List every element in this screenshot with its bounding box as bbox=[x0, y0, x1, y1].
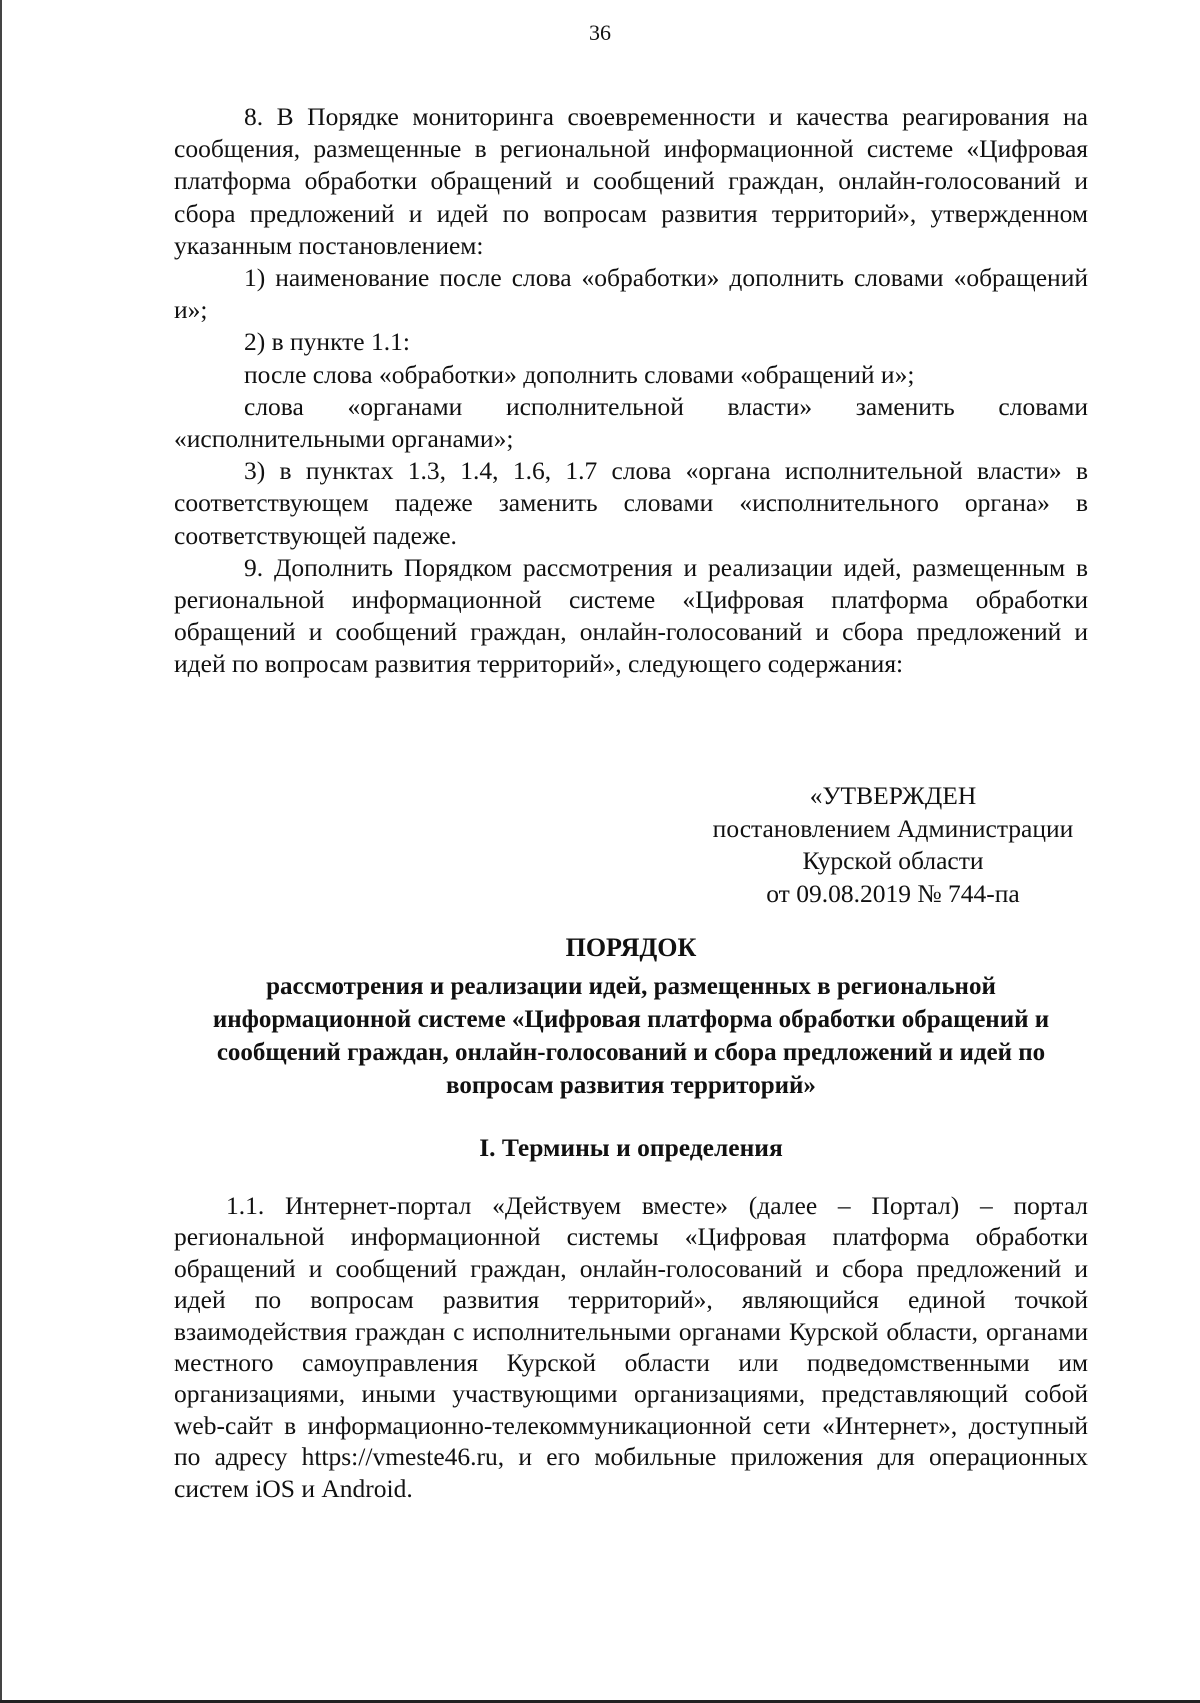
paragraph-8: 8. В Порядке мониторинга своевременности и качества реагирования на сообщения, размещенные в региональной информационной системе «Цифровая платформа обработки обращений и сообщений граждан, онлайн-голосований и сбора предложений и идей по вопросам развития территорий», утвержденном указанным постановлением: bbox=[174, 102, 1088, 260]
approval-line-1: «УТВЕРЖДЕН bbox=[809, 781, 977, 810]
document-title: ПОРЯДОК bbox=[565, 933, 697, 962]
approval-line-4: от 09.08.2019 № 744-па bbox=[766, 878, 1020, 908]
paragraph-9: 9. Дополнить Порядком рассмотрения и реализации идей, размещенным в региональной информационной системе «Цифровая платформа обработки обращений и сообщений граждан, онлайн-голосований и сбора предложений и идей по вопросам развития территорий», следующего содержания: bbox=[174, 552, 1088, 679]
subitem-3: 3) в пунктах 1.3, 1.4, 1.6, 1.7 слова «органа исполнительной власти» в соответствующем падеже заменить словами «исполнительного органа» в соответствующей падеже. bbox=[174, 456, 1088, 550]
section-body bbox=[174, 1190, 1088, 1504]
document-subtitle: рассмотрения и реализации идей, размещенных в региональной информационной системе «Цифровая платформа обработки обращений и сообщений граждан, онлайн-голосований и сбора предложений и идей по вопросам развития территорий» bbox=[212, 973, 1050, 1099]
amendment-text bbox=[174, 101, 1088, 681]
subitem-2: 2) в пункте 1.1: bbox=[244, 327, 410, 357]
subitem-2-line-1: после слова «обработки» дополнить словами «обращений и»; bbox=[244, 359, 915, 389]
approval-block bbox=[690, 780, 1096, 910]
paragraph-1-1: 1.1. Интернет-портал «Действуем вместе» (далее – Портал) – портал региональной информационной системы «Цифровая платформа обработки обращений и сообщений граждан, онлайн-голосований и сбора предложений и идей по вопросам развития территорий», являющийся единой точкой взаимодействия граждан с исполнительными органами Курской области, органами местного самоуправления Курской области или подведомственными им организациями, иными участвующими организациями, представляющий собой web-сайт в информационно-телекоммуникационной сети «Интернет», доступный по адресу https://vmeste46.ru, и его мобильные приложения для операционных систем iOS и Android. bbox=[174, 1191, 1088, 1503]
scan-edge-left bbox=[0, 0, 2, 1703]
subitem-1: 1) наименование после слова «обработки» дополнить словами «обращений и»; bbox=[174, 263, 1088, 325]
subitem-2-line-2: слова «органами исполнительной власти» заменить словами «исполнительными органами»; bbox=[174, 391, 1088, 454]
approval-line-3: Курской области bbox=[802, 846, 984, 875]
approval-line-2: постановлением Администрации bbox=[712, 813, 1074, 843]
page-number: 36 bbox=[589, 20, 611, 45]
section-heading: I. Термины и определения bbox=[479, 1133, 783, 1162]
